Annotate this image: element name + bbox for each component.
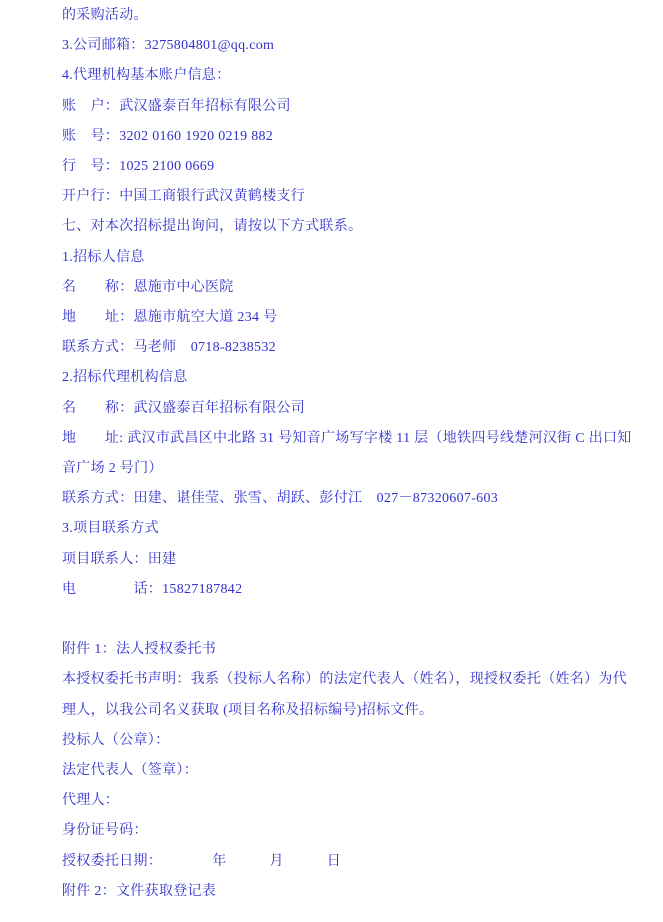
line-agency-account-heading: 4.代理机构基本账户信息： bbox=[62, 68, 231, 84]
line-agency-contact: 联系方式：田建、谌佳莹、张雪、胡跃、彭付江 027－87320607-603 bbox=[62, 491, 499, 507]
line-tenderee-info-heading: 1.招标人信息 bbox=[62, 249, 145, 265]
line-tenderee-contact: 联系方式：马老师 0718-8238532 bbox=[62, 340, 276, 356]
line-bank-branch: 开户行：中国工商银行武汉黄鹤楼支行 bbox=[62, 189, 306, 205]
line-agency-info-heading: 2.招标代理机构信息 bbox=[62, 370, 188, 386]
line-account-name: 账 户：武汉盛泰百年招标有限公司 bbox=[62, 98, 291, 114]
line-project-contact-person: 项目联系人：田建 bbox=[62, 551, 177, 567]
heading-section-seven-contact: 七、对本次招标提出询问，请按以下方式联系。 bbox=[62, 219, 363, 235]
line-authorization-statement-2: 理人，以我公司名义获取 (项目名称及招标编号)招标文件。 bbox=[62, 702, 434, 718]
line-agency-address-2: 音广场 2 号门） bbox=[62, 461, 163, 477]
line-purchase-activity-end: 的采购活动。 bbox=[62, 8, 148, 23]
line-authorization-date: 授权委托日期： 年 月 日 bbox=[62, 853, 341, 869]
blank-line bbox=[62, 605, 663, 635]
line-bidder-seal: 投标人（公章）： bbox=[62, 732, 170, 748]
line-project-contact-heading: 3.项目联系方式 bbox=[62, 521, 159, 537]
line-authorization-statement-1: 本授权委托书声明：我系（投标人名称）的法定代表人（姓名），现授权委托（姓名）为代 bbox=[62, 672, 627, 688]
line-bank-number: 行 号：1025 2100 0669 bbox=[62, 159, 215, 175]
line-company-email: 3.公司邮箱：3275804801@qq.com bbox=[62, 38, 275, 54]
line-tenderee-address: 地 址：恩施市航空大道 234 号 bbox=[62, 310, 278, 326]
line-project-phone: 电 话：15827187842 bbox=[62, 581, 243, 597]
line-id-number: 身份证号码： bbox=[62, 823, 148, 839]
line-agency-address-1: 地 址: 武汉市武昌区中北路 31 号知音广场写字楼 11 层（地铁四号线楚河汉街 C 出口知 bbox=[62, 430, 632, 446]
line-agency-name: 名 称：武汉盛泰百年招标有限公司 bbox=[62, 400, 306, 416]
line-account-number: 账 号：3202 0160 1920 0219 882 bbox=[62, 128, 274, 144]
line-agent: 代理人： bbox=[62, 793, 120, 809]
line-legal-representative-sign: 法定代表人（签章）： bbox=[62, 763, 198, 779]
heading-attachment-1: 附件 1：法人授权委托书 bbox=[62, 642, 217, 658]
heading-attachment-2: 附件 2：文件获取登记表 bbox=[62, 883, 217, 899]
line-tenderee-name: 名 称：恩施市中心医院 bbox=[62, 279, 234, 295]
